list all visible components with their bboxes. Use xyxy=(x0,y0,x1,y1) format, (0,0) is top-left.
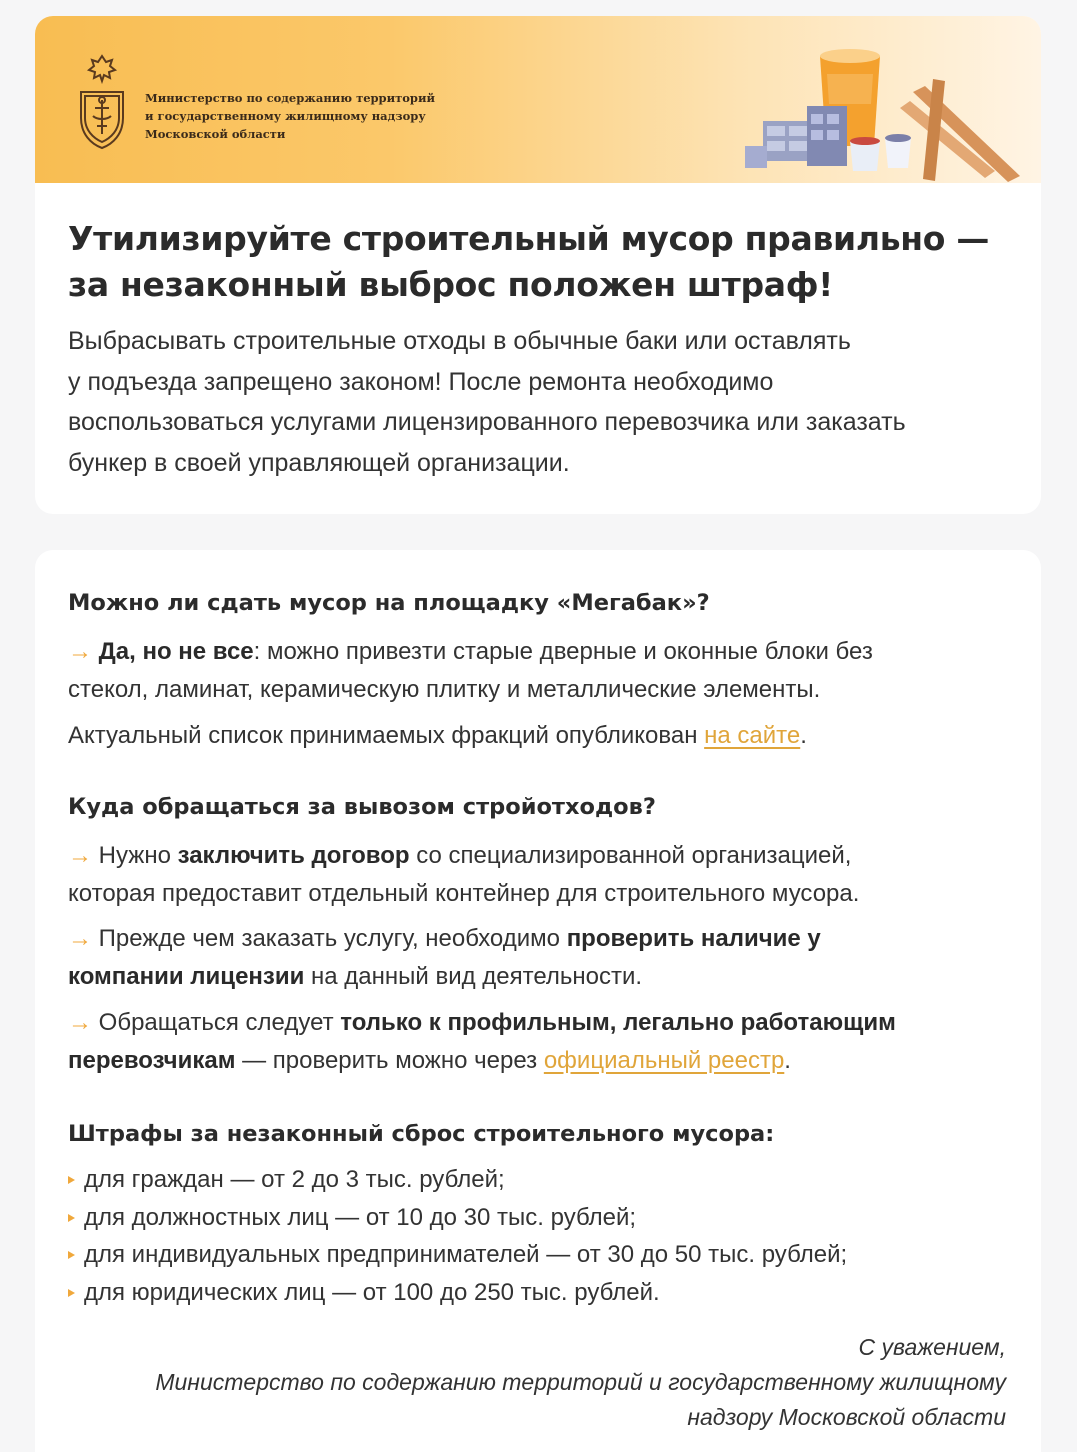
megabak-answer xyxy=(68,633,873,708)
ministry-name-line: Московской области xyxy=(145,127,286,141)
signature-line: Министерство по содержанию территорий и государственному жилищному xyxy=(155,1369,1006,1395)
arrow-right-icon: → xyxy=(68,925,92,952)
removal-item-license xyxy=(68,920,821,995)
intro-line: воспользоваться услугами лицензированного перевозчика или заказать xyxy=(68,408,906,436)
removal-heading: Куда обращаться за вывозом стройотходов? xyxy=(68,794,656,820)
item-bold: компании лицензии xyxy=(68,962,305,990)
list-note-text: Актуальный список принимаемых фракций опубликован xyxy=(68,722,705,749)
item-bold: проверить наличие у xyxy=(566,925,821,952)
construction-materials-illustration xyxy=(715,26,1035,183)
page-title-line: за незаконный выброс положен штраф! xyxy=(68,265,833,304)
list-item: для юридических лиц — от 100 до 250 тыс. рублей. xyxy=(68,1274,847,1312)
item-bold: только к профильным, легально работающим xyxy=(340,1009,896,1036)
arrow-right-icon: → xyxy=(68,1009,92,1036)
signature xyxy=(106,1330,1006,1435)
ministry-name-line: Министерство по содержанию территорий xyxy=(145,91,436,105)
intro-line: Выбрасывать строительные отходы в обычные баки или оставлять xyxy=(68,327,851,355)
removal-item-registry xyxy=(68,1004,896,1079)
item-text: — проверить можно через xyxy=(235,1046,544,1074)
ministry-name xyxy=(145,89,475,143)
item-text: Нужно xyxy=(92,842,178,869)
item-bold: заключить договор xyxy=(177,842,410,869)
megabak-heading: Можно ли сдать мусор на площадку «Мегабак»? xyxy=(68,590,710,616)
answer-text: : можно привезти старые дверные и оконные блоки без xyxy=(253,638,873,665)
item-text: Прежде чем заказать услугу, необходимо xyxy=(92,925,567,952)
item-text: на данный вид деятельности. xyxy=(304,962,643,990)
removal-item-contract xyxy=(68,837,859,912)
megabak-list-note xyxy=(68,717,807,755)
site-link[interactable]: на сайте xyxy=(704,722,801,749)
ministry-name-line: и государственному жилищному надзору xyxy=(145,109,426,123)
fines-list xyxy=(68,1161,847,1311)
intro-line: у подъезда запрещено законом! После ремонта необходимо xyxy=(68,367,774,396)
coat-of-arms-icon xyxy=(75,52,129,152)
signature-line: С уважением, xyxy=(858,1334,1006,1360)
item-text-line2: которая предоставит отдельный контейнер для строительного мусора. xyxy=(68,879,860,907)
item-text: Обращаться следует xyxy=(92,1009,341,1036)
arrow-right-icon: → xyxy=(68,842,92,869)
registry-link[interactable]: официальный реестр xyxy=(543,1046,785,1074)
signature-line: надзору Московской области xyxy=(687,1404,1006,1430)
list-item: для должностных лиц — от 10 до 30 тыс. рублей; xyxy=(68,1199,847,1237)
list-item: для граждан — от 2 до 3 тыс. рублей; xyxy=(68,1161,847,1199)
arrow-right-icon: → xyxy=(68,638,92,665)
list-item: для индивидуальных предпринимателей — от 30 до 50 тыс. рублей; xyxy=(68,1236,847,1274)
intro-text xyxy=(68,321,1028,483)
page-title xyxy=(68,216,1028,308)
list-note-end: . xyxy=(800,722,807,749)
item-bold: перевозчикам xyxy=(68,1046,236,1074)
header-banner xyxy=(35,16,1041,183)
page-title-line: Утилизируйте строительный мусор правильно — xyxy=(68,219,990,258)
intro-card xyxy=(35,16,1041,514)
item-text: со специализированной организацией, xyxy=(409,842,852,869)
fines-heading: Штрафы за незаконный сброс строительного мусора: xyxy=(68,1121,775,1147)
answer-bold: Да, но не все xyxy=(98,638,254,665)
answer-text-line2: стекол, ламинат, керамическую плитку и металлические элементы. xyxy=(68,675,821,703)
item-text-end: . xyxy=(784,1046,791,1074)
details-card xyxy=(35,550,1041,1452)
intro-line: бункер в своей управляющей организации. xyxy=(68,448,570,477)
